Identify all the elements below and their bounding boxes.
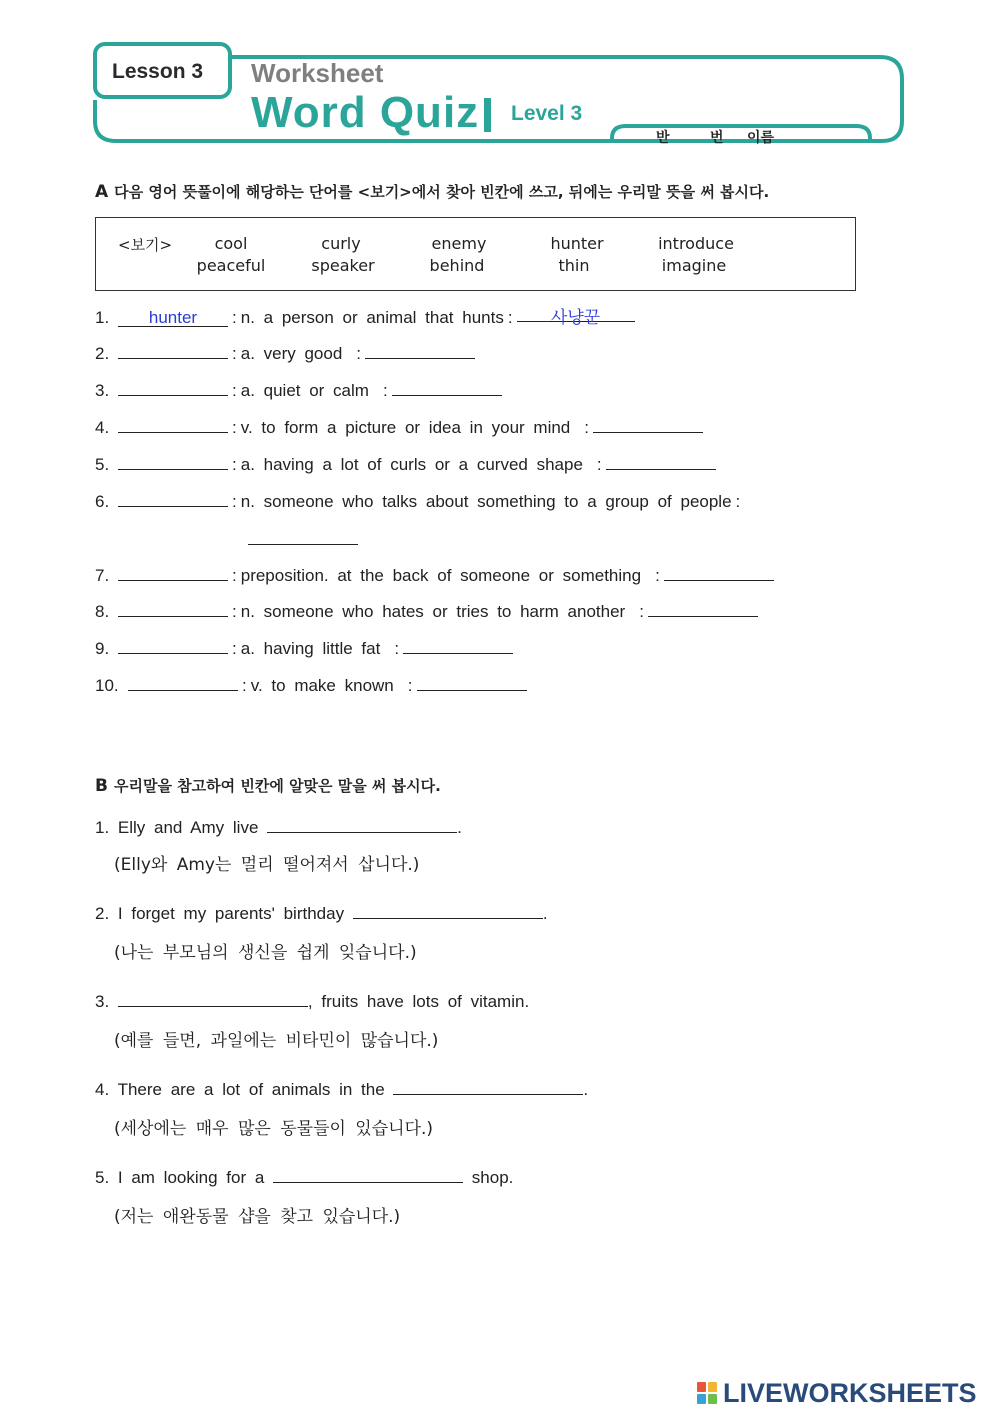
word-bank-item: behind [429,256,485,275]
korean-meaning-input[interactable] [403,635,513,654]
number-label: 번 [710,130,724,146]
question-row-continued [248,526,358,550]
worksheet-label: Worksheet [251,58,384,88]
sentence-end: , fruits have lots of vitamin. [307,992,530,1011]
fill-in-sentence [95,1164,513,1188]
korean-meaning-input[interactable] [664,562,774,581]
sentence-start: 3. [95,992,110,1011]
section-b-letter: B [95,776,108,796]
word-bank-item: thin [558,256,590,275]
section-a-title [95,181,769,202]
question-definition: preposition. at the back of someone or something [240,566,642,585]
korean-meaning-input[interactable] [392,377,502,396]
question-definition: a. very good [240,344,343,363]
question-row: 10. : v. to make known : [95,672,527,696]
sentence-start: 5. I am looking for a [95,1168,265,1187]
question-number: 7. [95,566,110,585]
word-bank-item: hunter [550,234,604,253]
korean-meaning-input[interactable] [593,414,703,433]
question-definition: a. quiet or calm [240,381,369,400]
answer-input[interactable] [118,488,228,507]
question-number: 1. [95,308,110,327]
korean-hint: (저는 애완동물 샵을 찾고 있습니다.) [114,1207,401,1227]
answer-input[interactable] [118,598,228,617]
question-row: 5. : a. having a lot of curls or a curved shape : [95,451,716,475]
korean-meaning-input[interactable] [417,672,527,691]
answer-input[interactable] [118,377,228,396]
word-bank-item: introduce [658,234,734,253]
answer-input[interactable] [118,562,228,581]
answer-input[interactable] [128,672,238,691]
name-label: 이름 [747,130,775,146]
korean-meaning-input[interactable] [365,340,475,359]
korean-hint: (세상에는 매우 많은 동물들이 있습니다.) [114,1119,434,1139]
korean-meaning-input[interactable] [606,451,716,470]
sentence-start: 1. Elly and Amy live [95,818,259,837]
korean-meaning-input[interactable] [648,598,758,617]
question-definition: n. someone who talks about something to a group of people [240,492,732,511]
lesson-label: Lesson 3 [112,60,204,83]
page-title: Word Quiz [251,88,480,137]
answer-input[interactable] [118,340,228,359]
korean-meaning-input[interactable]: 사냥꾼 [517,303,635,322]
level-label: Level 3 [511,102,583,125]
answer-input[interactable] [118,414,228,433]
question-number: 8. [95,602,110,621]
liveworksheets-icon [697,1382,719,1406]
question-definition: a. having a lot of curls or a curved shape [240,455,583,474]
question-row: 2. : a. very good : [95,340,475,364]
title-divider [484,98,491,132]
word-bank-item: speaker [311,256,375,275]
question-row: 1. hunter : n. a person or animal that hunts : 사냥꾼 [95,303,635,328]
word-bank-item: enemy [431,234,487,253]
word-bank-label: <보기> [118,236,173,254]
question-number: 10. [95,676,119,695]
question-number: 4. [95,418,110,437]
question-number: 3. [95,381,110,400]
section-b-title [95,775,441,796]
liveworksheets-logo-text: LIVEWORKSHEETS [723,1378,977,1408]
section-a-instruction: 다음 영어 뜻풀이에 해당하는 단어를 <보기>에서 찾아 빈칸에 쓰고, 뒤에는 우리말 뜻을 써 봅시다. [114,183,770,201]
question-number: 2. [95,344,110,363]
word-bank-item: curly [321,234,361,253]
sentence-blank-input[interactable] [353,900,543,919]
class-label: 반 [656,130,670,146]
question-definition: n. a person or animal that hunts [240,308,504,327]
word-bank-box [95,217,856,291]
sentence-end: . [583,1080,589,1099]
question-definition: v. to make known [250,676,394,695]
sentence-end: . [457,818,462,837]
korean-hint: (나는 부모님의 생신을 쉽게 잊습니다.) [114,943,417,963]
sentence-end: . [542,904,548,923]
korean-meaning-input[interactable] [248,526,358,545]
section-b-instruction: 우리말을 참고하여 빈칸에 알맞은 말을 써 봅시다. [113,777,441,795]
question-row: 7. : preposition. at the back of someone or something : [95,562,774,586]
korean-hint: (Elly와 Amy는 멀리 떨어져서 삽니다.) [114,855,420,875]
word-bank-item: cool [214,234,248,253]
answer-input[interactable] [118,451,228,470]
sentence-blank-input[interactable] [267,814,457,833]
sentence-blank-input[interactable] [273,1164,463,1183]
question-number: 9. [95,639,110,658]
liveworksheets-logo [697,1378,977,1409]
section-a-letter: A [95,182,109,202]
fill-in-sentence [95,814,462,838]
answer-input[interactable] [118,635,228,654]
sentence-start: 4. There are a lot of animals in the [95,1080,385,1099]
answer-input[interactable]: hunter [118,308,228,327]
sentence-blank-input[interactable] [393,1076,583,1095]
question-row: 6. : n. someone who talks about something to a group of people : [95,488,744,512]
question-row: 9. : a. having little fat : [95,635,513,659]
fill-in-sentence [95,900,548,924]
sentence-start: 2. I forget my parents' birthday [95,904,345,923]
korean-hint: (예를 들면, 과일에는 비타민이 많습니다.) [114,1031,439,1051]
question-number: 6. [95,492,110,511]
question-definition: a. having little fat [240,639,381,658]
question-number: 5. [95,455,110,474]
question-definition: v. to form a picture or idea in your mind [240,418,571,437]
sentence-end: shop. [471,1168,514,1187]
fill-in-sentence [95,988,529,1012]
word-bank-item: imagine [661,256,727,275]
word-bank-item: peaceful [196,256,266,275]
question-row: 3. : a. quiet or calm : [95,377,502,401]
fill-in-sentence [95,1076,588,1100]
question-row: 8. : n. someone who hates or tries to harm another : [95,598,758,622]
question-definition: n. someone who hates or tries to harm another [240,602,626,621]
question-row: 4. : v. to form a picture or idea in your mind : [95,414,703,438]
sentence-blank-input[interactable] [118,988,308,1007]
